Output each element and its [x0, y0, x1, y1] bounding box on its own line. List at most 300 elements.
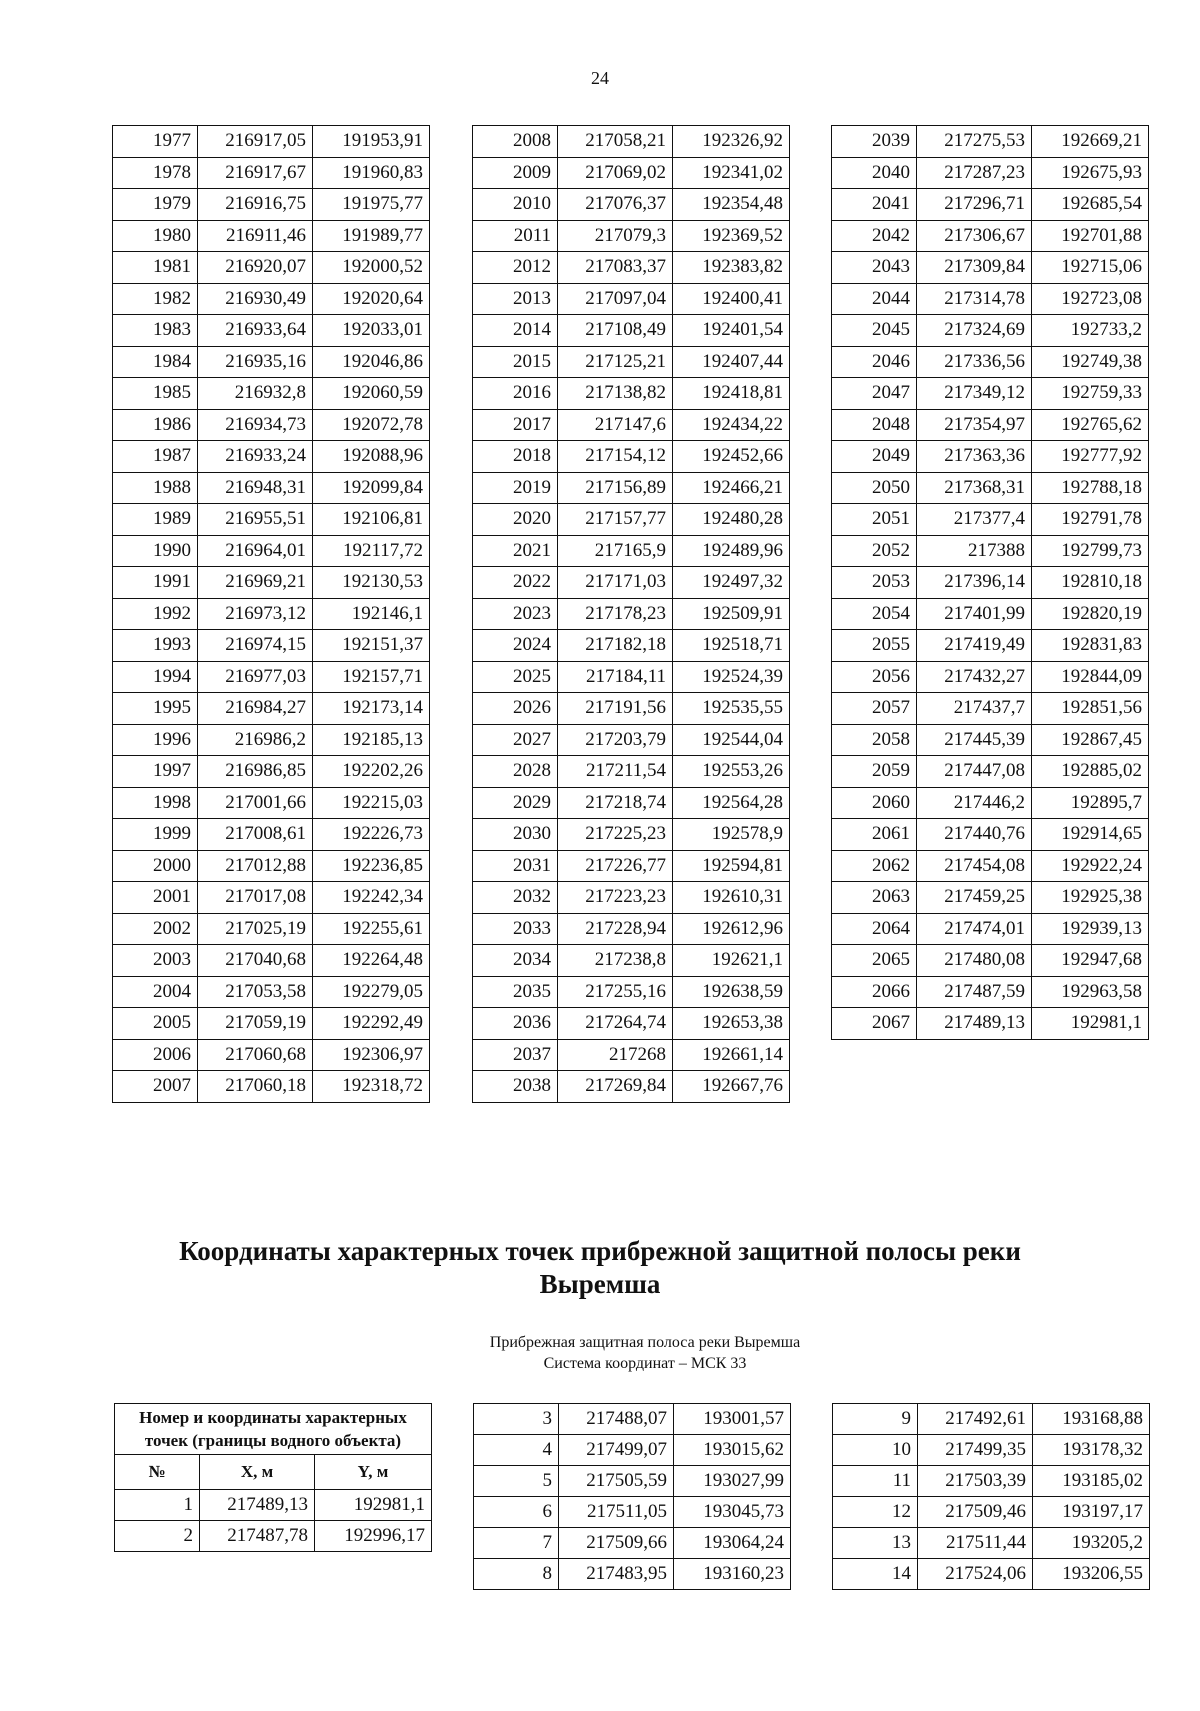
x-coordinate-cell: 217363,36	[917, 441, 1032, 473]
x-coordinate-cell: 217287,23	[917, 157, 1032, 189]
y-coordinate-cell: 192383,82	[673, 252, 790, 284]
y-coordinate-cell: 192236,85	[313, 850, 430, 882]
y-coordinate-cell: 192146,1	[313, 598, 430, 630]
point-number-cell: 2056	[832, 661, 917, 693]
x-coordinate-cell: 217040,68	[198, 945, 313, 977]
y-coordinate-cell: 192578,9	[673, 819, 790, 851]
y-coordinate-cell: 193197,17	[1033, 1497, 1150, 1528]
point-number-cell: 2018	[473, 441, 558, 473]
x-coordinate-cell: 216933,64	[198, 315, 313, 347]
x-coordinate-cell: 217388	[917, 535, 1032, 567]
table-header-title: Номер и координаты характерных точек (границы водного объекта)	[115, 1404, 432, 1455]
x-coordinate-cell: 216930,49	[198, 283, 313, 315]
y-coordinate-cell: 192947,68	[1032, 945, 1149, 977]
caption-line-2: Система координат – МСК 33	[543, 1355, 747, 1372]
point-number-cell: 1994	[113, 661, 198, 693]
point-number-cell: 7	[474, 1528, 559, 1559]
table-row	[473, 693, 790, 725]
y-coordinate-cell: 192564,28	[673, 787, 790, 819]
point-number-cell: 1983	[113, 315, 198, 347]
y-coordinate-cell: 192518,71	[673, 630, 790, 662]
y-coordinate-cell: 191960,83	[313, 157, 430, 189]
table-row	[832, 976, 1149, 1008]
point-number-cell: 1996	[113, 724, 198, 756]
table-row	[832, 945, 1149, 977]
point-number-cell: 2016	[473, 378, 558, 410]
table-row	[473, 945, 790, 977]
y-coordinate-cell: 192638,59	[673, 976, 790, 1008]
y-coordinate-cell: 192553,26	[673, 756, 790, 788]
x-coordinate-cell: 217349,12	[917, 378, 1032, 410]
point-number-cell: 2	[115, 1521, 200, 1552]
table-row	[473, 1071, 790, 1103]
y-coordinate-cell: 193160,23	[674, 1559, 791, 1590]
table-row	[113, 409, 430, 441]
x-coordinate-cell: 216964,01	[198, 535, 313, 567]
table-row	[113, 283, 430, 315]
y-coordinate-cell: 193185,02	[1033, 1466, 1150, 1497]
point-number-cell: 2032	[473, 882, 558, 914]
point-number-cell: 2021	[473, 535, 558, 567]
table-row	[113, 1071, 430, 1103]
x-coordinate-cell: 217483,95	[559, 1559, 674, 1590]
y-coordinate-cell: 192996,17	[315, 1521, 432, 1552]
table-row	[113, 252, 430, 284]
table-row	[113, 630, 430, 662]
point-number-cell: 1988	[113, 472, 198, 504]
point-number-cell: 1999	[113, 819, 198, 851]
y-coordinate-cell: 192885,02	[1032, 756, 1149, 788]
y-coordinate-cell: 192820,19	[1032, 598, 1149, 630]
table-row	[473, 220, 790, 252]
x-coordinate-cell: 216935,16	[198, 346, 313, 378]
point-number-cell: 2033	[473, 913, 558, 945]
point-number-cell: 2011	[473, 220, 558, 252]
table-row	[832, 693, 1149, 725]
y-coordinate-cell: 192117,72	[313, 535, 430, 567]
table-row	[832, 157, 1149, 189]
point-number-cell: 1997	[113, 756, 198, 788]
table-row	[832, 850, 1149, 882]
y-coordinate-cell: 192400,41	[673, 283, 790, 315]
point-number-cell: 1	[115, 1490, 200, 1521]
table-row	[832, 819, 1149, 851]
x-coordinate-cell: 217076,37	[558, 189, 673, 221]
point-number-cell: 2047	[832, 378, 917, 410]
point-number-cell: 2039	[832, 126, 917, 158]
x-coordinate-cell: 216984,27	[198, 693, 313, 725]
table-row	[473, 346, 790, 378]
table-row	[474, 1466, 791, 1497]
point-number-cell: 11	[833, 1466, 918, 1497]
table-row	[473, 504, 790, 536]
table-row	[113, 504, 430, 536]
table-row	[832, 787, 1149, 819]
table-row	[473, 882, 790, 914]
x-coordinate-cell: 217228,94	[558, 913, 673, 945]
y-coordinate-cell: 192318,72	[313, 1071, 430, 1103]
table-row	[113, 787, 430, 819]
point-number-cell: 2000	[113, 850, 198, 882]
y-coordinate-cell: 192099,84	[313, 472, 430, 504]
table-row	[113, 661, 430, 693]
point-number-cell: 2017	[473, 409, 558, 441]
x-coordinate-cell: 217125,21	[558, 346, 673, 378]
y-coordinate-cell: 192791,78	[1032, 504, 1149, 536]
x-coordinate-cell: 217324,69	[917, 315, 1032, 347]
point-number-cell: 1989	[113, 504, 198, 536]
point-number-cell: 2059	[832, 756, 917, 788]
table-row	[473, 1039, 790, 1071]
y-coordinate-cell: 192963,58	[1032, 976, 1149, 1008]
x-coordinate-cell: 216977,03	[198, 661, 313, 693]
table-row	[113, 315, 430, 347]
y-coordinate-cell: 192489,96	[673, 535, 790, 567]
table-row	[113, 598, 430, 630]
point-number-cell: 10	[833, 1435, 918, 1466]
x-coordinate-cell: 217012,88	[198, 850, 313, 882]
point-number-cell: 1987	[113, 441, 198, 473]
point-number-cell: 2027	[473, 724, 558, 756]
point-number-cell: 2050	[832, 472, 917, 504]
x-coordinate-cell: 217511,05	[559, 1497, 674, 1528]
point-number-cell: 5	[474, 1466, 559, 1497]
table-row	[473, 535, 790, 567]
table-row	[113, 472, 430, 504]
point-number-cell: 2003	[113, 945, 198, 977]
y-coordinate-cell: 192675,93	[1032, 157, 1149, 189]
y-coordinate-cell: 191975,77	[313, 189, 430, 221]
x-coordinate-cell: 217487,78	[200, 1521, 315, 1552]
y-coordinate-cell: 192341,02	[673, 157, 790, 189]
point-number-cell: 2005	[113, 1008, 198, 1040]
x-coordinate-cell: 216917,67	[198, 157, 313, 189]
x-coordinate-cell: 217264,74	[558, 1008, 673, 1040]
y-coordinate-cell: 192202,26	[313, 756, 430, 788]
point-number-cell: 2031	[473, 850, 558, 882]
table-row	[474, 1435, 791, 1466]
point-number-cell: 2037	[473, 1039, 558, 1071]
y-coordinate-cell: 192369,52	[673, 220, 790, 252]
x-coordinate-cell: 217154,12	[558, 441, 673, 473]
point-number-cell: 1985	[113, 378, 198, 410]
table-row	[115, 1490, 432, 1521]
point-number-cell: 2010	[473, 189, 558, 221]
y-coordinate-cell: 192242,34	[313, 882, 430, 914]
table-row	[833, 1497, 1150, 1528]
point-number-cell: 2054	[832, 598, 917, 630]
table-row	[832, 661, 1149, 693]
x-coordinate-cell: 217488,07	[559, 1404, 674, 1435]
x-coordinate-cell: 217238,8	[558, 945, 673, 977]
point-number-cell: 2012	[473, 252, 558, 284]
point-number-cell: 2028	[473, 756, 558, 788]
x-coordinate-cell: 216911,46	[198, 220, 313, 252]
point-number-cell: 1992	[113, 598, 198, 630]
point-number-cell: 2065	[832, 945, 917, 977]
x-coordinate-cell: 217171,03	[558, 567, 673, 599]
y-coordinate-cell: 192685,54	[1032, 189, 1149, 221]
x-coordinate-cell: 217269,84	[558, 1071, 673, 1103]
y-coordinate-cell: 192157,71	[313, 661, 430, 693]
y-coordinate-cell: 192895,7	[1032, 787, 1149, 819]
table-row	[832, 535, 1149, 567]
table-row	[113, 157, 430, 189]
table-row	[832, 756, 1149, 788]
table-row	[113, 882, 430, 914]
table-row	[832, 252, 1149, 284]
x-coordinate-cell: 217001,66	[198, 787, 313, 819]
point-number-cell: 1981	[113, 252, 198, 284]
point-number-cell: 1986	[113, 409, 198, 441]
y-coordinate-cell: 192939,13	[1032, 913, 1149, 945]
y-coordinate-cell: 192733,2	[1032, 315, 1149, 347]
column-header-number: №	[115, 1455, 200, 1490]
table-row	[833, 1435, 1150, 1466]
x-coordinate-cell: 217524,06	[918, 1559, 1033, 1590]
point-number-cell: 2004	[113, 976, 198, 1008]
table-row	[474, 1528, 791, 1559]
y-coordinate-cell: 192264,48	[313, 945, 430, 977]
y-coordinate-cell: 193064,24	[674, 1528, 791, 1559]
x-coordinate-cell: 217419,49	[917, 630, 1032, 662]
table-row	[473, 756, 790, 788]
table-row	[473, 976, 790, 1008]
table-row	[473, 283, 790, 315]
y-coordinate-cell: 191953,91	[313, 126, 430, 158]
table-row	[832, 472, 1149, 504]
column-header-y: Y, м	[315, 1455, 432, 1490]
y-coordinate-cell: 193001,57	[674, 1404, 791, 1435]
x-coordinate-cell: 217440,76	[917, 819, 1032, 851]
table-row	[473, 598, 790, 630]
x-coordinate-cell: 217445,39	[917, 724, 1032, 756]
caption-line-1: Прибрежная защитная полоса реки Выремша	[489, 1334, 801, 1351]
table-row	[113, 724, 430, 756]
point-number-cell: 2019	[473, 472, 558, 504]
table-row	[474, 1404, 791, 1435]
table-row	[474, 1559, 791, 1590]
y-coordinate-cell: 192354,48	[673, 189, 790, 221]
x-coordinate-cell: 217053,58	[198, 976, 313, 1008]
y-coordinate-cell: 192788,18	[1032, 472, 1149, 504]
point-number-cell: 1982	[113, 283, 198, 315]
table-row	[113, 441, 430, 473]
section-title-line-1: Координаты характерных точек прибрежной защитной полосы реки	[179, 1236, 1021, 1266]
point-number-cell: 2042	[832, 220, 917, 252]
boundary-points-table-2	[473, 1403, 791, 1590]
y-coordinate-cell: 192255,61	[313, 913, 430, 945]
y-coordinate-cell: 192072,78	[313, 409, 430, 441]
table-row	[473, 252, 790, 284]
x-coordinate-cell: 217336,56	[917, 346, 1032, 378]
x-coordinate-cell: 217492,61	[918, 1404, 1033, 1435]
x-coordinate-cell: 217432,27	[917, 661, 1032, 693]
table-row	[832, 913, 1149, 945]
x-coordinate-cell: 217218,74	[558, 787, 673, 819]
x-coordinate-cell: 217314,78	[917, 283, 1032, 315]
y-coordinate-cell: 192981,1	[1032, 1008, 1149, 1040]
x-coordinate-cell: 217437,7	[917, 693, 1032, 725]
x-coordinate-cell: 217203,79	[558, 724, 673, 756]
x-coordinate-cell: 216932,8	[198, 378, 313, 410]
x-coordinate-cell: 216916,75	[198, 189, 313, 221]
y-coordinate-cell: 192434,22	[673, 409, 790, 441]
y-coordinate-cell: 192033,01	[313, 315, 430, 347]
y-coordinate-cell: 192715,06	[1032, 252, 1149, 284]
point-number-cell: 2061	[832, 819, 917, 851]
point-number-cell: 2053	[832, 567, 917, 599]
y-coordinate-cell: 193045,73	[674, 1497, 791, 1528]
y-coordinate-cell: 192669,21	[1032, 126, 1149, 158]
x-coordinate-cell: 217396,14	[917, 567, 1032, 599]
point-number-cell: 13	[833, 1528, 918, 1559]
x-coordinate-cell: 217017,08	[198, 882, 313, 914]
x-coordinate-cell: 217008,61	[198, 819, 313, 851]
point-number-cell: 2057	[832, 693, 917, 725]
table-row	[832, 598, 1149, 630]
y-coordinate-cell: 192610,31	[673, 882, 790, 914]
page-number: 24	[591, 68, 609, 88]
x-coordinate-cell: 217108,49	[558, 315, 673, 347]
y-coordinate-cell: 192106,81	[313, 504, 430, 536]
y-coordinate-cell: 192661,14	[673, 1039, 790, 1071]
x-coordinate-cell: 217223,23	[558, 882, 673, 914]
point-number-cell: 2034	[473, 945, 558, 977]
x-coordinate-cell: 217489,13	[200, 1490, 315, 1521]
y-coordinate-cell: 192544,04	[673, 724, 790, 756]
point-number-cell: 2058	[832, 724, 917, 756]
x-coordinate-cell: 217156,89	[558, 472, 673, 504]
table-row	[473, 661, 790, 693]
point-number-cell: 2024	[473, 630, 558, 662]
x-coordinate-cell: 217184,11	[558, 661, 673, 693]
table-row	[113, 1008, 430, 1040]
table-row	[113, 346, 430, 378]
point-number-cell: 2060	[832, 787, 917, 819]
x-coordinate-cell: 216974,15	[198, 630, 313, 662]
table-row	[832, 283, 1149, 315]
point-number-cell: 2001	[113, 882, 198, 914]
y-coordinate-cell: 192653,38	[673, 1008, 790, 1040]
y-coordinate-cell: 192851,56	[1032, 693, 1149, 725]
point-number-cell: 2002	[113, 913, 198, 945]
table-row	[473, 472, 790, 504]
x-coordinate-cell: 217079,3	[558, 220, 673, 252]
point-number-cell: 2038	[473, 1071, 558, 1103]
point-number-cell: 2045	[832, 315, 917, 347]
y-coordinate-cell: 192046,86	[313, 346, 430, 378]
x-coordinate-cell: 217226,77	[558, 850, 673, 882]
coordinate-table-1	[112, 125, 430, 1103]
table-row	[113, 189, 430, 221]
y-coordinate-cell: 192151,37	[313, 630, 430, 662]
table-row	[113, 819, 430, 851]
point-number-cell: 2066	[832, 976, 917, 1008]
x-coordinate-cell: 217354,97	[917, 409, 1032, 441]
y-coordinate-cell: 193027,99	[674, 1466, 791, 1497]
point-number-cell: 1977	[113, 126, 198, 158]
x-coordinate-cell: 216986,85	[198, 756, 313, 788]
point-number-cell: 1998	[113, 787, 198, 819]
x-coordinate-cell: 217499,07	[559, 1435, 674, 1466]
y-coordinate-cell: 192173,14	[313, 693, 430, 725]
table-row	[115, 1521, 432, 1552]
x-coordinate-cell: 217489,13	[917, 1008, 1032, 1040]
x-coordinate-cell: 217182,18	[558, 630, 673, 662]
table-row	[833, 1404, 1150, 1435]
table-row	[113, 693, 430, 725]
y-coordinate-cell: 192914,65	[1032, 819, 1149, 851]
table-row	[473, 724, 790, 756]
table-row	[832, 315, 1149, 347]
point-number-cell: 2051	[832, 504, 917, 536]
y-coordinate-cell: 192777,92	[1032, 441, 1149, 473]
y-coordinate-cell: 192922,24	[1032, 850, 1149, 882]
point-number-cell: 4	[474, 1435, 559, 1466]
x-coordinate-cell: 217511,44	[918, 1528, 1033, 1559]
x-coordinate-cell: 217060,18	[198, 1071, 313, 1103]
point-number-cell: 2020	[473, 504, 558, 536]
table-row	[832, 441, 1149, 473]
y-coordinate-cell: 192020,64	[313, 283, 430, 315]
point-number-cell: 2006	[113, 1039, 198, 1071]
y-coordinate-cell: 192497,32	[673, 567, 790, 599]
point-number-cell: 2023	[473, 598, 558, 630]
y-coordinate-cell: 192612,96	[673, 913, 790, 945]
x-coordinate-cell: 217138,82	[558, 378, 673, 410]
table-caption	[0, 1332, 1200, 1374]
x-coordinate-cell: 217447,08	[917, 756, 1032, 788]
y-coordinate-cell: 192306,97	[313, 1039, 430, 1071]
y-coordinate-cell: 192667,76	[673, 1071, 790, 1103]
table-row	[473, 1008, 790, 1040]
y-coordinate-cell: 192326,92	[673, 126, 790, 158]
x-coordinate-cell: 216973,12	[198, 598, 313, 630]
boundary-points-table-3	[832, 1403, 1150, 1590]
table-row	[113, 945, 430, 977]
x-coordinate-cell: 216933,24	[198, 441, 313, 473]
y-coordinate-cell: 192407,44	[673, 346, 790, 378]
table-row	[113, 567, 430, 599]
y-coordinate-cell: 192466,21	[673, 472, 790, 504]
table-row	[473, 378, 790, 410]
coordinate-table-2	[472, 125, 790, 1103]
point-number-cell: 2029	[473, 787, 558, 819]
x-coordinate-cell: 217059,19	[198, 1008, 313, 1040]
y-coordinate-cell: 192701,88	[1032, 220, 1149, 252]
point-number-cell: 6	[474, 1497, 559, 1528]
y-coordinate-cell: 192535,55	[673, 693, 790, 725]
x-coordinate-cell: 217083,37	[558, 252, 673, 284]
x-coordinate-cell: 217060,68	[198, 1039, 313, 1071]
point-number-cell: 2062	[832, 850, 917, 882]
table-row	[113, 535, 430, 567]
x-coordinate-cell: 216920,07	[198, 252, 313, 284]
x-coordinate-cell: 217503,39	[918, 1466, 1033, 1497]
table-row	[473, 157, 790, 189]
x-coordinate-cell: 217505,59	[559, 1466, 674, 1497]
table-row	[473, 315, 790, 347]
table-row	[832, 567, 1149, 599]
table-row	[113, 1039, 430, 1071]
point-number-cell: 2035	[473, 976, 558, 1008]
y-coordinate-cell: 192000,52	[313, 252, 430, 284]
x-coordinate-cell: 217165,9	[558, 535, 673, 567]
x-coordinate-cell: 216934,73	[198, 409, 313, 441]
table-row	[833, 1466, 1150, 1497]
coordinate-table-3	[831, 125, 1149, 1040]
